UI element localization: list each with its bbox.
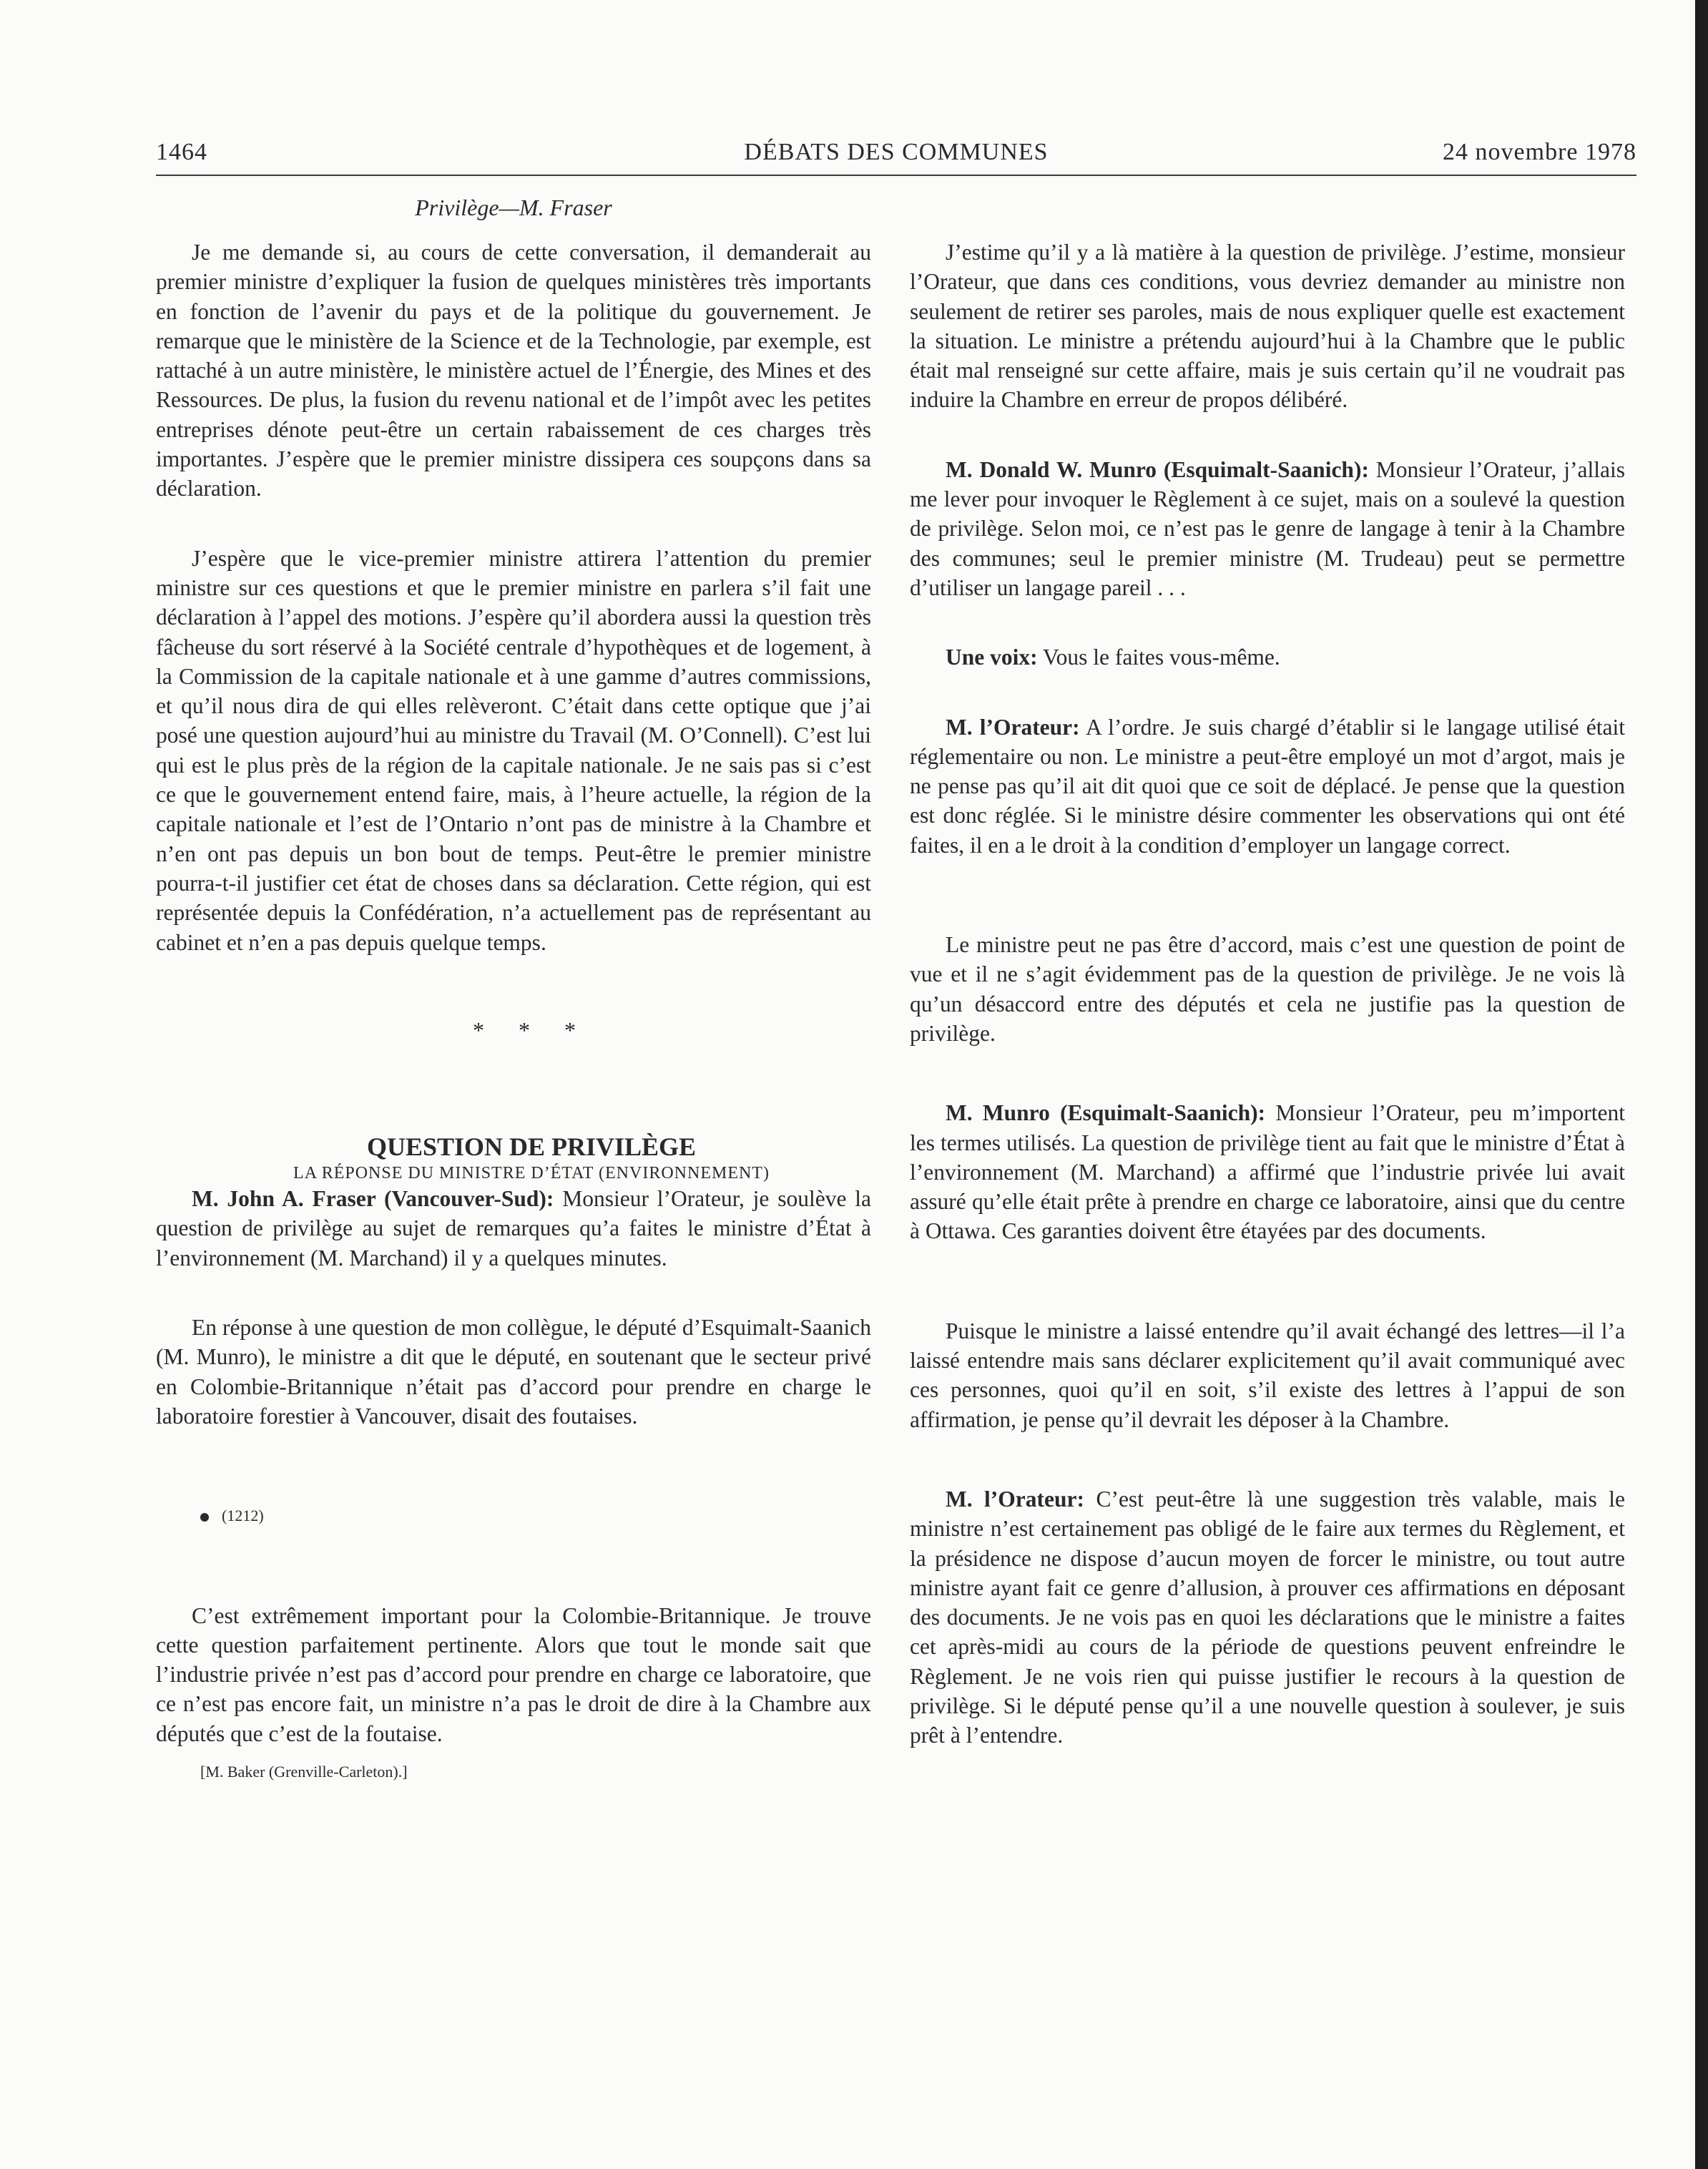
speech-paragraph [910, 1484, 1625, 1751]
paragraph: J’estime qu’il y a là matière à la question de privilège. J’estime, monsieur l’Orateur, que dans ces conditions, vous devriez demander au ministre non seulement de retirer ses paroles, mais de nous expliquer quelle est exactement la situation. Le ministre a prétendu aujourd’hui à la Chambre que le public était mal renseigné sur cette affaire, mais je suis certain qu’il ne voudrait pas induire la Chambre en erreur de propos délibéré. [910, 240, 1625, 413]
page-header [156, 139, 1636, 176]
right-column [910, 238, 1625, 1751]
speaker-name: M. John A. Fraser (Vancouver-Sud): [192, 1186, 554, 1212]
speech-text: A l’ordre. Je suis chargé d’établir si le langage utilisé était réglementaire ou non. Le ministre a peut-être employé un mot d’argot, mais je ne pense pas qu’il ait dit quoi que ce soit de déplacé. Je pense que la question est donc réglée. Si le ministre désire commenter les observations qui ont été faites, il en a le droit à la condition d’employer un langage correct. [910, 714, 1625, 858]
speech-text: Monsieur l’Orateur, peu m’importent les termes utilisés. La question de privilège tient au fait que le ministre d’État à l’environnement (M. Marchand) a affirmé que l’industrie privée lui avait assuré qu’elle était prête à prendre en charge ce laboratoire, ainsi que du centre à Ottawa. Ces garanties doivent être étayées par des documents. [910, 1100, 1625, 1244]
paragraph: Le ministre peut ne pas être d’accord, mais c’est une question de point de vue et il ne s’agit évidemment pas de la question de privilège. Je ne vois là qu’un désaccord entre des députés et cela ne justifie pas la question de privilège. [910, 932, 1625, 1046]
paragraph: C’est extrêmement important pour la Colombie-Britannique. Je trouve cette question parfaitement pertinente. Alors que tout le monde sait que l’industrie privée n’est pas d’accord pour prendre en charge ce laboratoire, que ce n’est pas encore fait, un ministre n’a pas le droit de dire à la Chambre aux députés que c’est de la foutaise. [156, 1602, 871, 1746]
speaker-name: Une voix: [946, 645, 1038, 670]
section-separator: * * * [473, 1017, 590, 1043]
speech-paragraph [910, 455, 1625, 602]
speaker-note: [M. Baker (Grenville-Carleton).] [200, 1762, 408, 1781]
speech-text: C’est peut-être là une suggestion très valable, mais le ministre n’est certainement pas obligé de le faire aux termes du Règlement, et la présidence ne dispose d’aucun moyen de forcer le ministre, ou tout autre ministre ayant fait ce genre d’allusion, à prouver ces affirmations en déposant des documents. Je ne vois pas en quoi les déclarations que le ministre a faites cet après-midi au cours de la période de questions peuvent enfreindre le Règlement. Je ne vois rien qui puisse justifier le recours à la question de privilège. Si le député pense qu’il a une nouvelle question à soulever, je suis prêt à l’entendre. [910, 1486, 1625, 1748]
timestamp [156, 1501, 871, 1530]
speech-paragraph [910, 1098, 1625, 1245]
running-title: DÉBATS DES COMMUNES [744, 139, 1049, 165]
speaker-name: M. l’Orateur: [946, 714, 1080, 740]
paragraph: Puisque le ministre a laissé entendre qu’il avait échangé des lettres—il l’a laissé entendre mais sans déclarer explicitement qu’il avait communiqué avec ces personnes, quoi qu’il en soit, s’il existe des lettres à l’appui de son affirmation, je pense qu’il devrait les déposer à la Chambre. [910, 1318, 1625, 1432]
speech-paragraph [910, 713, 1625, 860]
column-subtitle: Privilège—M. Fraser [415, 195, 612, 220]
speech-paragraph [910, 642, 1625, 672]
page-number: 1464 [156, 139, 207, 165]
bullet-icon [200, 1513, 209, 1522]
speech-paragraph [156, 1184, 871, 1273]
timestamp-text: (1212) [222, 1507, 264, 1525]
speaker-name: M. l’Orateur: [946, 1486, 1084, 1512]
speech-text: Vous le faites vous-même. [1037, 645, 1280, 670]
speaker-name: M. Donald W. Munro (Esquimalt-Saanich): [946, 456, 1369, 482]
speech-text: Monsieur l’Orateur, je soulève la question de privilège au sujet de remarques qu’a faites le ministre d’État à l’environnement (M. Marchand) il y a quelques minutes. [156, 1186, 871, 1270]
section-subtitle: LA RÉPONSE DU MINISTRE D’ÉTAT (ENVIRONNEMENT) [293, 1164, 770, 1183]
header-date: 24 novembre 1978 [1443, 139, 1636, 165]
section-title: QUESTION DE PRIVILÈGE [366, 1132, 697, 1162]
paragraph: En réponse à une question de mon collègue, le député d’Esquimalt-Saanich (M. Munro), le ministre a dit que le député, en soutenant que le secteur privé en Colombie-Britannique n’était pas d’accord pour prendre en charge le laboratoire forestier à Vancouver, disait des foutaises. [156, 1315, 871, 1429]
speaker-name: M. Munro (Esquimalt-Saanich): [946, 1100, 1266, 1126]
paragraph: J’espère que le vice-premier ministre attirera l’attention du premier ministre sur ces questions et que le premier ministre en parlera s’il fait une déclaration à l’appel des motions. J’espère qu’il abordera aussi la question très fâcheuse du sort réservé à la Société centrale d’hypothèques et de logement, à la Commission de la capitale nationale et à une gamme d’autres commissions, et qu’il nous dira de qui elles relèveront. C’était dans cette optique que j’ai posé une question aujourd’hui au ministre du Travail (M. O’Connell). C’est lui qui est le plus près de la région de la capitale nationale. Je ne sais pas si c’est ce que le gouvernement entend faire, mais, à l’heure actuelle, la région de la capitale nationale et l’est de l’Ontario n’ont pas de ministre à la Chambre et n’en ont pas depuis un bon bout de temps. Peut-être le premier ministre pourra-t-il justifier cet état de choses dans sa déclaration. Cette région, qui est représentée depuis la Confédération, n’a actuellement pas de représentant au cabinet et n’en a pas depuis quelque temps. [156, 545, 871, 955]
left-column [156, 193, 871, 1783]
speech-text: Monsieur l’Orateur, j’allais me lever pour invoquer le Règlement à ce sujet, mais on a soulevé la question de privilège. Selon moi, ce n’est pas le genre de langage à tenir à la Chambre des communes; seul le premier ministre (M. Trudeau) peut se permettre d’utiliser un langage pareil . . . [910, 456, 1625, 600]
paragraph: Je me demande si, au cours de cette conversation, il demanderait au premier ministre d’expliquer la fusion de quelques ministères très importants en fonction de l’avenir du pays et de la politique du gouvernement. Je remarque que le ministère de la Science et de la Technologie, par exemple, est rattaché à un autre ministère, le ministère actuel de l’Énergie, des Mines et des Ressources. De plus, la fusion du revenu national et de l’impôt avec les petites entreprises dénote peut-être un certain rabaissement de ces charges très importantes. J’espère que le premier ministre dissipera ces soupçons dans sa déclaration. [156, 240, 871, 501]
page-edge [1695, 0, 1708, 2169]
